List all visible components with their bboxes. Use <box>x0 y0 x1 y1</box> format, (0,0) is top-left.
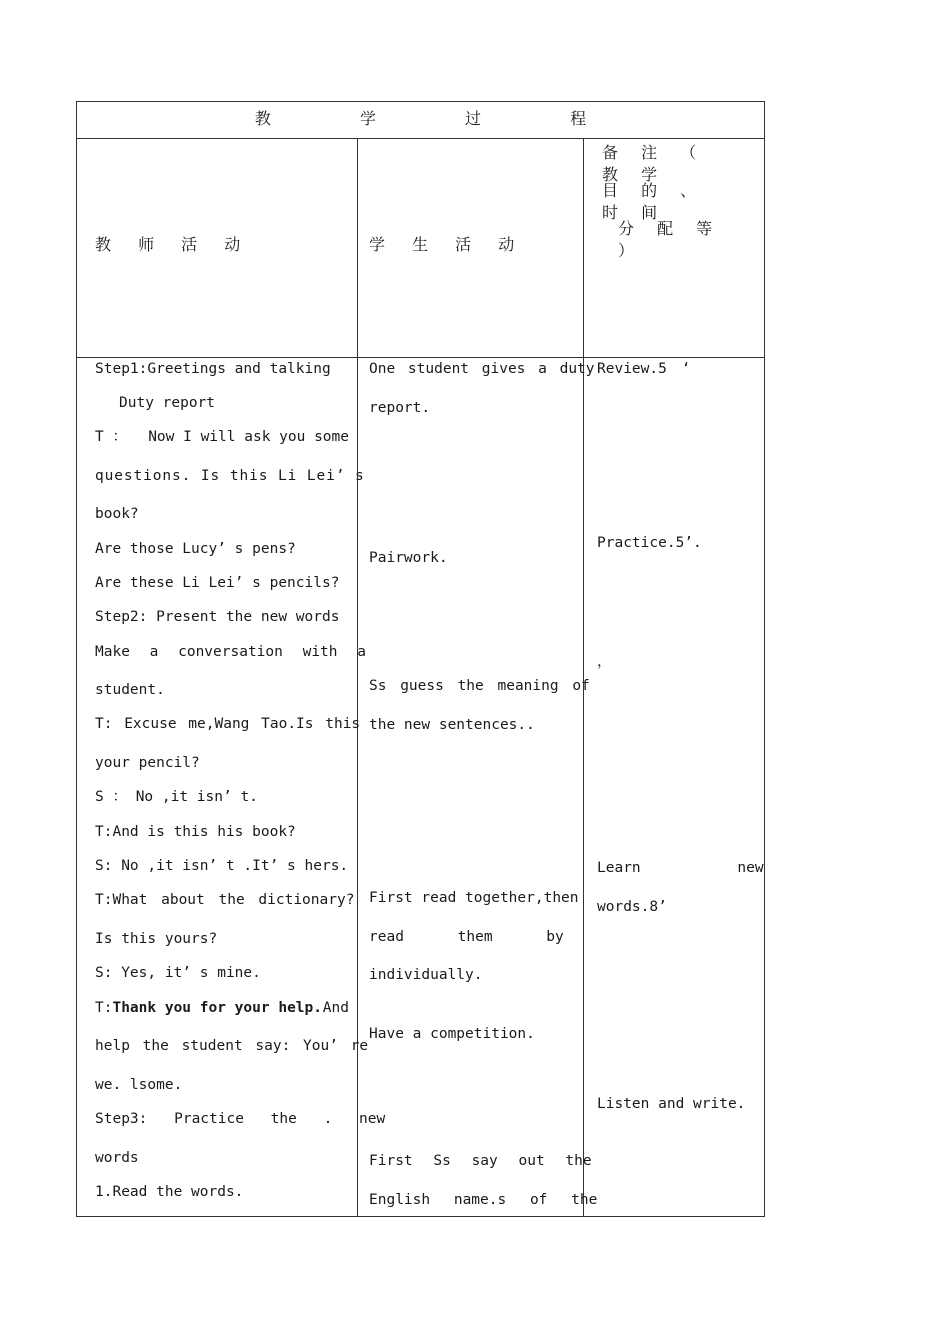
column-divider-1 <box>357 138 358 1216</box>
table-title: 教 学 过 程 <box>254 109 629 128</box>
note-line: Listen and write. <box>597 1096 746 1112</box>
teacher-activity-header: 教 师 活 动 <box>95 235 252 254</box>
teacher-line-emphasis: Thank you for your help. <box>112 1000 322 1016</box>
teacher-line: Step1:Greetings and talking <box>95 361 331 377</box>
teacher-line: S: Yes, it’ s mine. <box>95 965 261 981</box>
student-line: One student gives a duty <box>369 361 595 377</box>
student-line: report. <box>369 400 431 416</box>
teacher-line: 1.Read the words. <box>95 1184 244 1200</box>
student-line: Ss guess the meaning of <box>369 678 590 694</box>
teacher-line: Is this yours? <box>95 931 218 947</box>
teacher-line-part: Now I will ask you some <box>148 429 349 445</box>
student-activity-header: 学 生 活 动 <box>369 235 526 254</box>
teacher-line-part: T: <box>95 1000 113 1016</box>
note-line: Learn new <box>597 860 764 876</box>
teacher-line <box>95 429 349 445</box>
teacher-line: T:And is this his book? <box>95 824 296 840</box>
teacher-line: Make a conversation with a <box>95 644 366 660</box>
student-line: the new sentences.. <box>369 717 535 733</box>
teacher-line: your pencil? <box>95 755 200 771</box>
notes-header-line: 目 的 、 时 间 <box>602 181 706 222</box>
title-divider <box>77 138 764 139</box>
student-line: individually. <box>369 967 483 983</box>
teacher-line: S ： No ,it isn’ t. <box>95 789 258 805</box>
teacher-line: S: No ,it isn’ t .It’ s hers. <box>95 858 349 874</box>
teacher-line: book? <box>95 506 139 522</box>
note-line: words.8’ <box>597 899 667 915</box>
student-line: Have a competition. <box>369 1026 535 1042</box>
notes-header-line: 分 配 等 ） <box>618 219 722 260</box>
teacher-line: Step3: Practice the . new <box>95 1111 386 1127</box>
teacher-line: student. <box>95 682 165 698</box>
teacher-line: questions. Is this Li Lei’ s <box>95 468 365 484</box>
student-line: Pairwork. <box>369 550 448 566</box>
header-divider <box>77 357 764 358</box>
note-line: Review.5 ‘ <box>597 361 691 377</box>
note-line: ， <box>597 654 612 670</box>
teacher-line <box>95 1000 349 1016</box>
teacher-line: help the student say: You’ re <box>95 1038 369 1054</box>
teacher-line: words <box>95 1150 139 1166</box>
teacher-line-part: T ： <box>95 429 127 445</box>
column-divider-2 <box>583 138 584 1216</box>
lesson-table <box>76 101 765 1217</box>
teacher-line: we. lsome. <box>95 1077 183 1093</box>
student-line: First Ss say out the <box>369 1153 592 1169</box>
teacher-line: Step2: Present the new words <box>95 609 340 625</box>
teacher-line: Are these Li Lei’ s pencils? <box>95 575 340 591</box>
student-line: read them by <box>369 929 564 945</box>
teacher-line: Duty report <box>119 395 216 411</box>
student-line: English name.s of the <box>369 1192 598 1208</box>
teacher-line-part: And <box>322 1000 349 1016</box>
student-line: First read together,then <box>369 890 579 906</box>
teacher-line: T: Excuse me,Wang Tao.Is this <box>95 716 361 732</box>
note-line: Practice.5’. <box>597 535 702 551</box>
teacher-line: T:What about the dictionary? <box>95 892 355 908</box>
teacher-line: Are those Lucy’ s pens? <box>95 541 296 557</box>
notes-header <box>602 142 742 260</box>
notes-header-line: 备 注 （ 教 学 <box>602 143 706 184</box>
